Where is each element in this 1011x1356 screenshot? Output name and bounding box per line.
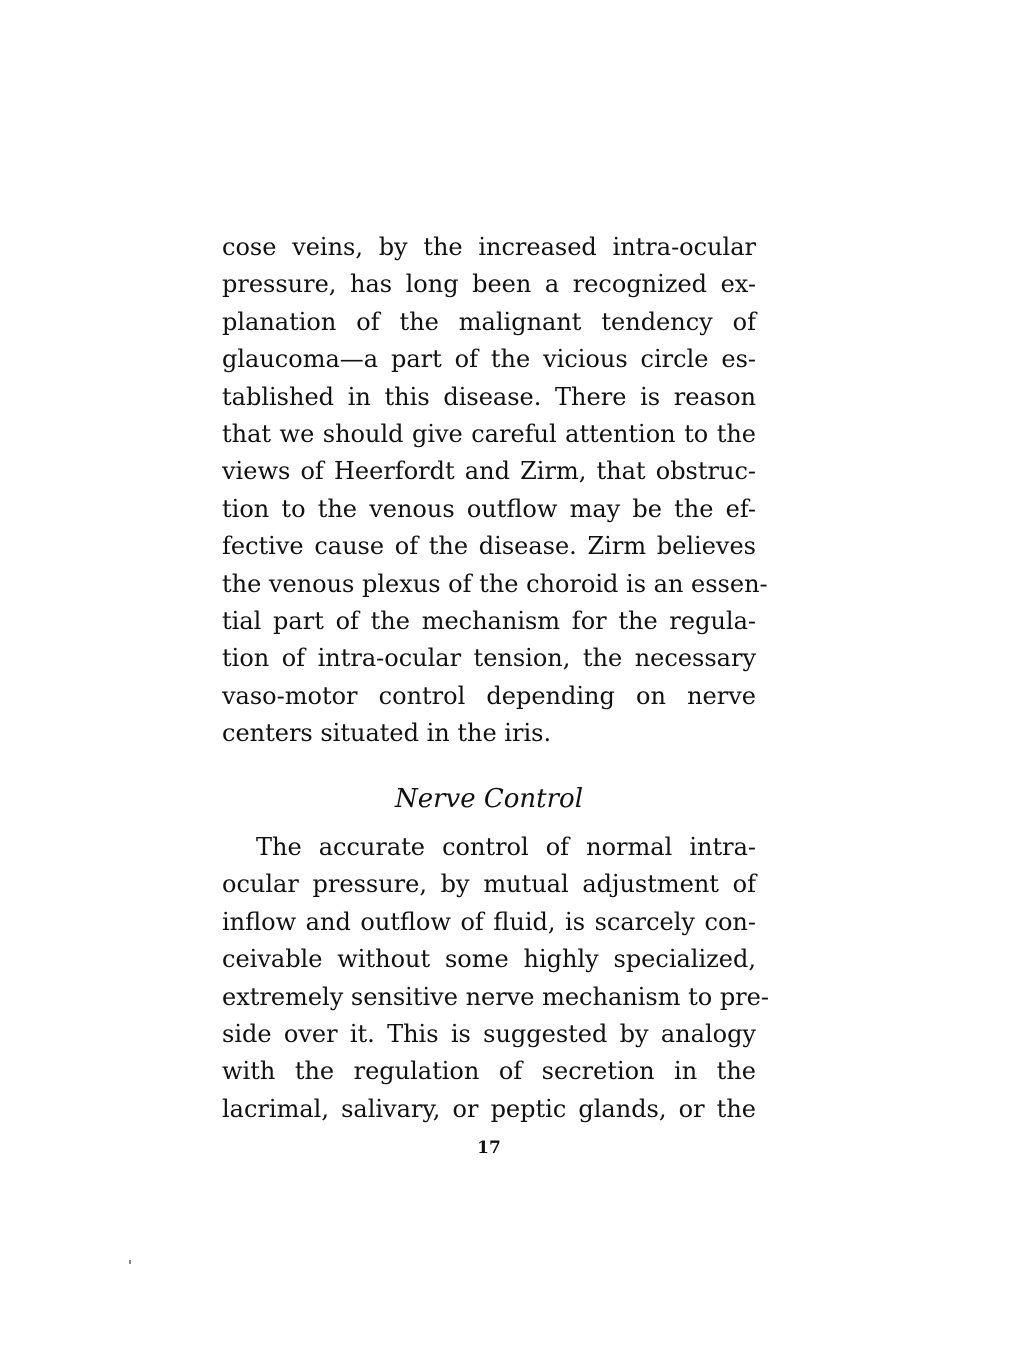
text-line: tion to the venous outflow may be the ef- bbox=[222, 494, 756, 523]
paragraph-1 bbox=[222, 229, 768, 752]
text-line: with the regulation of secretion in the bbox=[222, 1057, 756, 1086]
text-line: tial part of the mechanism for the regula- bbox=[222, 606, 756, 635]
text-line: tion of intra-ocular tension, the necessary bbox=[222, 644, 756, 673]
text-line: tablished in this disease. There is reason bbox=[222, 382, 756, 411]
scan-speck bbox=[129, 1260, 131, 1264]
page-number: 17 bbox=[477, 1138, 501, 1158]
text-line: lacrimal, salivary, or peptic glands, or the bbox=[222, 1094, 756, 1123]
text-line: ceivable without some highly specialized, bbox=[222, 945, 756, 974]
text-line: side over it. This is suggested by analogy bbox=[222, 1019, 756, 1048]
paragraph-2 bbox=[222, 829, 769, 1128]
section-heading: Nerve Control bbox=[394, 784, 584, 814]
text-line: fective cause of the disease. Zirm believes bbox=[222, 532, 756, 561]
text-line: extremely sensitive nerve mechanism to pre- bbox=[222, 982, 769, 1011]
text-line: centers situated in the iris. bbox=[222, 719, 552, 748]
text-line: cose veins, by the increased intra-ocular bbox=[222, 233, 756, 261]
text-line: that we should give careful attention to the bbox=[222, 419, 756, 448]
text-line: the venous plexus of the choroid is an essen- bbox=[222, 569, 768, 598]
text-line: inflow and outflow of fluid, is scarcely con- bbox=[222, 907, 756, 936]
text-line: views of Heerfordt and Zirm, that obstruc- bbox=[222, 457, 756, 486]
text-line: ocular pressure, by mutual adjustment of bbox=[222, 870, 756, 899]
text-line: glaucoma—a part of the vicious circle es- bbox=[222, 345, 756, 374]
text-line: planation of the malignant tendency of bbox=[222, 307, 756, 336]
text-line: vaso-motor control depending on nerve bbox=[222, 681, 756, 710]
text-line: pressure, has long been a recognized ex- bbox=[222, 270, 756, 299]
text-line: The accurate control of normal intra- bbox=[256, 833, 756, 861]
